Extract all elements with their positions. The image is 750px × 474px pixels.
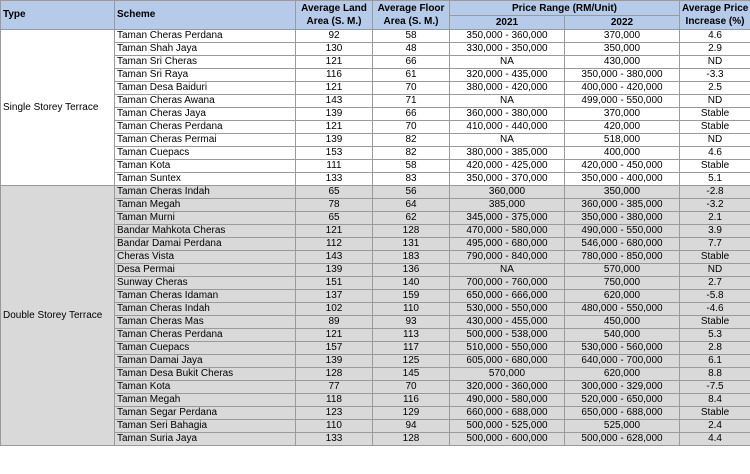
header-type: Type [1,1,115,30]
scheme-cell: Taman Cuepacs [115,147,296,160]
double-storey-group [1,186,750,446]
scheme-cell: Taman Kota [115,381,296,394]
price-2021-cell: 500,000 - 600,000 [450,433,565,446]
price-2021-cell: 650,000 - 666,000 [450,290,565,303]
scheme-cell: Taman Kota [115,160,296,173]
price-2022-cell: 420,000 [565,121,680,134]
price-2021-cell: 380,000 - 420,000 [450,82,565,95]
price-2022-cell: 546,000 - 680,000 [565,238,680,251]
price-2022-cell: 350,000 - 400,000 [565,173,680,186]
land-area-cell: 133 [296,433,373,446]
price-2021-cell: 510,000 - 550,000 [450,342,565,355]
floor-area-cell: 48 [373,43,450,56]
price-2021-cell: 700,000 - 760,000 [450,277,565,290]
price-increase-cell: 3.9 [680,225,750,238]
price-2021-cell: 420,000 - 425,000 [450,160,565,173]
floor-area-cell: 71 [373,95,450,108]
price-increase-cell: 5.3 [680,329,750,342]
price-increase-cell: Stable [680,316,750,329]
floor-area-cell: 145 [373,368,450,381]
price-2021-cell: 350,000 - 360,000 [450,30,565,43]
price-2021-cell: NA [450,95,565,108]
scheme-cell: Bandar Damai Perdana [115,238,296,251]
scheme-cell: Taman Megah [115,199,296,212]
scheme-cell: Taman Desa Baiduri [115,82,296,95]
price-increase-cell: 5.1 [680,173,750,186]
price-increase-cell: 8.8 [680,368,750,381]
price-2022-cell: 530,000 - 560,000 [565,342,680,355]
land-area-cell: 128 [296,368,373,381]
price-increase-cell: ND [680,95,750,108]
price-2022-cell: 650,000 - 688,000 [565,407,680,420]
price-2022-cell: 500,000 - 628,000 [565,433,680,446]
price-2021-cell: 345,000 - 375,000 [450,212,565,225]
price-2021-cell: 360,000 - 380,000 [450,108,565,121]
land-area-cell: 137 [296,290,373,303]
type-cell: Double Storey Terrace [1,186,115,446]
land-area-cell: 118 [296,394,373,407]
price-2022-cell: 620,000 [565,368,680,381]
price-increase-cell: ND [680,134,750,147]
price-2022-cell: 540,000 [565,329,680,342]
price-2021-cell: 790,000 - 840,000 [450,251,565,264]
price-2022-cell: 430,000 [565,56,680,69]
floor-area-cell: 128 [373,433,450,446]
floor-area-cell: 128 [373,225,450,238]
land-area-cell: 130 [296,43,373,56]
price-increase-cell: Stable [680,251,750,264]
price-2021-cell: 530,000 - 550,000 [450,303,565,316]
price-2021-cell: 350,000 - 370,000 [450,173,565,186]
scheme-cell: Taman Cheras Perdana [115,329,296,342]
floor-area-cell: 110 [373,303,450,316]
land-area-cell: 151 [296,277,373,290]
price-increase-cell: 6.1 [680,355,750,368]
land-area-cell: 139 [296,264,373,277]
floor-area-cell: 136 [373,264,450,277]
scheme-cell: Desa Permai [115,264,296,277]
floor-area-cell: 58 [373,30,450,43]
scheme-cell: Taman Cuepacs [115,342,296,355]
table-row [1,30,750,43]
price-2022-cell: 350,000 [565,186,680,199]
scheme-cell: Taman Segar Perdana [115,407,296,420]
land-area-cell: 139 [296,355,373,368]
floor-area-cell: 66 [373,108,450,121]
price-2021-cell: 500,000 - 525,000 [450,420,565,433]
land-area-cell: 143 [296,95,373,108]
price-2021-cell: 320,000 - 435,000 [450,69,565,82]
header-scheme: Scheme [115,1,296,30]
price-2021-cell: 330,000 - 350,000 [450,43,565,56]
type-cell: Single Storey Terrace [1,30,115,186]
header-increase-line1: Average Price [682,3,749,14]
price-2021-cell: 385,000 [450,199,565,212]
price-increase-cell: 2.4 [680,420,750,433]
land-area-cell: 121 [296,329,373,342]
floor-area-cell: 116 [373,394,450,407]
price-2022-cell: 420,000 - 450,000 [565,160,680,173]
floor-area-cell: 125 [373,355,450,368]
scheme-cell: Taman Sri Cheras [115,56,296,69]
price-increase-cell: Stable [680,160,750,173]
land-area-cell: 139 [296,108,373,121]
scheme-cell: Taman Cheras Mas [115,316,296,329]
land-area-cell: 92 [296,30,373,43]
price-2021-cell: NA [450,56,565,69]
price-increase-cell: 8.4 [680,394,750,407]
scheme-cell: Taman Shah Jaya [115,43,296,56]
price-2021-cell: 500,000 - 538,000 [450,329,565,342]
floor-area-cell: 70 [373,82,450,95]
land-area-cell: 112 [296,238,373,251]
floor-area-cell: 61 [373,69,450,82]
land-area-cell: 121 [296,121,373,134]
price-increase-cell: -4.6 [680,303,750,316]
header-land-area [296,1,373,30]
floor-area-cell: 117 [373,342,450,355]
land-area-cell: 110 [296,420,373,433]
floor-area-cell: 70 [373,121,450,134]
price-2022-cell: 350,000 - 380,000 [565,69,680,82]
price-2022-cell: 400,000 - 420,000 [565,82,680,95]
scheme-cell: Taman Damai Jaya [115,355,296,368]
price-2022-cell: 480,000 - 550,000 [565,303,680,316]
price-2022-cell: 490,000 - 550,000 [565,225,680,238]
price-increase-cell: 2.1 [680,212,750,225]
land-area-cell: 102 [296,303,373,316]
scheme-cell: Taman Suria Jaya [115,433,296,446]
price-2022-cell: 370,000 [565,30,680,43]
land-area-cell: 116 [296,69,373,82]
land-area-cell: 133 [296,173,373,186]
scheme-cell: Taman Megah [115,394,296,407]
price-increase-cell: 2.5 [680,82,750,95]
land-area-cell: 143 [296,251,373,264]
price-2022-cell: 350,000 - 380,000 [565,212,680,225]
scheme-cell: Taman Suntex [115,173,296,186]
price-2021-cell: 495,000 - 680,000 [450,238,565,251]
price-2022-cell: 525,000 [565,420,680,433]
price-2021-cell: 430,000 - 455,000 [450,316,565,329]
price-increase-cell: 4.4 [680,433,750,446]
price-2022-cell: 499,000 - 550,000 [565,95,680,108]
price-2021-cell: 470,000 - 580,000 [450,225,565,238]
scheme-cell: Taman Cheras Indah [115,186,296,199]
header-price-range: Price Range (RM/Unit) [450,1,680,16]
floor-area-cell: 183 [373,251,450,264]
price-2022-cell: 620,000 [565,290,680,303]
land-area-cell: 121 [296,56,373,69]
header-year-2021: 2021 [450,16,565,30]
floor-area-cell: 140 [373,277,450,290]
price-2022-cell: 450,000 [565,316,680,329]
price-increase-cell: -2.8 [680,186,750,199]
header-price-increase [680,1,750,30]
scheme-cell: Sunway Cheras [115,277,296,290]
header-floor-area [373,1,450,30]
floor-area-cell: 131 [373,238,450,251]
header-land-area-line2: Area (S. M.) [306,16,362,27]
price-increase-cell: ND [680,56,750,69]
price-2021-cell: NA [450,134,565,147]
price-increase-cell: 2.8 [680,342,750,355]
table-row [1,186,750,199]
scheme-cell: Taman Cheras Idaman [115,290,296,303]
price-2022-cell: 400,000 [565,147,680,160]
floor-area-cell: 70 [373,381,450,394]
scheme-cell: Taman Murni [115,212,296,225]
price-increase-cell: -5.8 [680,290,750,303]
price-2021-cell: 320,000 - 360,000 [450,381,565,394]
price-2021-cell: 660,000 - 688,000 [450,407,565,420]
price-increase-cell: ND [680,264,750,277]
price-increase-cell: 2.9 [680,43,750,56]
price-2022-cell: 640,000 - 700,000 [565,355,680,368]
header-floor-area-line1: Average Floor [377,3,445,14]
scheme-cell: Taman Cheras Indah [115,303,296,316]
price-2021-cell: NA [450,264,565,277]
price-increase-cell: 7.7 [680,238,750,251]
scheme-cell: Taman Seri Bahagia [115,420,296,433]
scheme-cell: Taman Cheras Perdana [115,30,296,43]
floor-area-cell: 93 [373,316,450,329]
land-area-cell: 89 [296,316,373,329]
scheme-cell: Taman Cheras Awana [115,95,296,108]
floor-area-cell: 64 [373,199,450,212]
floor-area-cell: 56 [373,186,450,199]
price-increase-cell: -3.2 [680,199,750,212]
land-area-cell: 121 [296,225,373,238]
land-area-cell: 65 [296,212,373,225]
scheme-cell: Taman Sri Raya [115,69,296,82]
price-increase-cell: -3.3 [680,69,750,82]
price-2021-cell: 490,000 - 580,000 [450,394,565,407]
scheme-cell: Bandar Mahkota Cheras [115,225,296,238]
price-increase-cell: -7.5 [680,381,750,394]
price-2022-cell: 750,000 [565,277,680,290]
land-area-cell: 157 [296,342,373,355]
floor-area-cell: 83 [373,173,450,186]
scheme-cell: Taman Cheras Jaya [115,108,296,121]
floor-area-cell: 129 [373,407,450,420]
price-increase-cell: 2.7 [680,277,750,290]
land-area-cell: 139 [296,134,373,147]
price-2022-cell: 350,000 [565,43,680,56]
price-2022-cell: 570,000 [565,264,680,277]
price-2022-cell: 370,000 [565,108,680,121]
price-2022-cell: 300,000 - 329,000 [565,381,680,394]
land-area-cell: 111 [296,160,373,173]
floor-area-cell: 66 [373,56,450,69]
floor-area-cell: 94 [373,420,450,433]
price-2022-cell: 780,000 - 850,000 [565,251,680,264]
single-storey-group [1,30,750,186]
header-year-2022: 2022 [565,16,680,30]
floor-area-cell: 82 [373,147,450,160]
floor-area-cell: 113 [373,329,450,342]
floor-area-cell: 159 [373,290,450,303]
price-increase-cell: 4.6 [680,30,750,43]
land-area-cell: 65 [296,186,373,199]
price-2021-cell: 360,000 [450,186,565,199]
price-2022-cell: 360,000 - 385,000 [565,199,680,212]
land-area-cell: 153 [296,147,373,160]
land-area-cell: 121 [296,82,373,95]
price-increase-cell: Stable [680,121,750,134]
price-2021-cell: 570,000 [450,368,565,381]
land-area-cell: 78 [296,199,373,212]
price-increase-cell: 4.6 [680,147,750,160]
price-2021-cell: 605,000 - 680,000 [450,355,565,368]
header-land-area-line1: Average Land [301,3,367,14]
scheme-cell: Taman Desa Bukit Cheras [115,368,296,381]
scheme-cell: Cheras Vista [115,251,296,264]
scheme-cell: Taman Cheras Permai [115,134,296,147]
land-area-cell: 123 [296,407,373,420]
floor-area-cell: 82 [373,134,450,147]
price-increase-cell: Stable [680,407,750,420]
land-area-cell: 77 [296,381,373,394]
price-2022-cell: 520,000 - 650,000 [565,394,680,407]
header-increase-line2: Increase (%) [685,16,745,27]
header-floor-area-line2: Area (S. M.) [383,16,439,27]
floor-area-cell: 62 [373,212,450,225]
floor-area-cell: 58 [373,160,450,173]
price-2022-cell: 518,000 [565,134,680,147]
price-increase-cell: Stable [680,108,750,121]
price-2021-cell: 380,000 - 385,000 [450,147,565,160]
scheme-cell: Taman Cheras Perdana [115,121,296,134]
price-2021-cell: 410,000 - 440,000 [450,121,565,134]
